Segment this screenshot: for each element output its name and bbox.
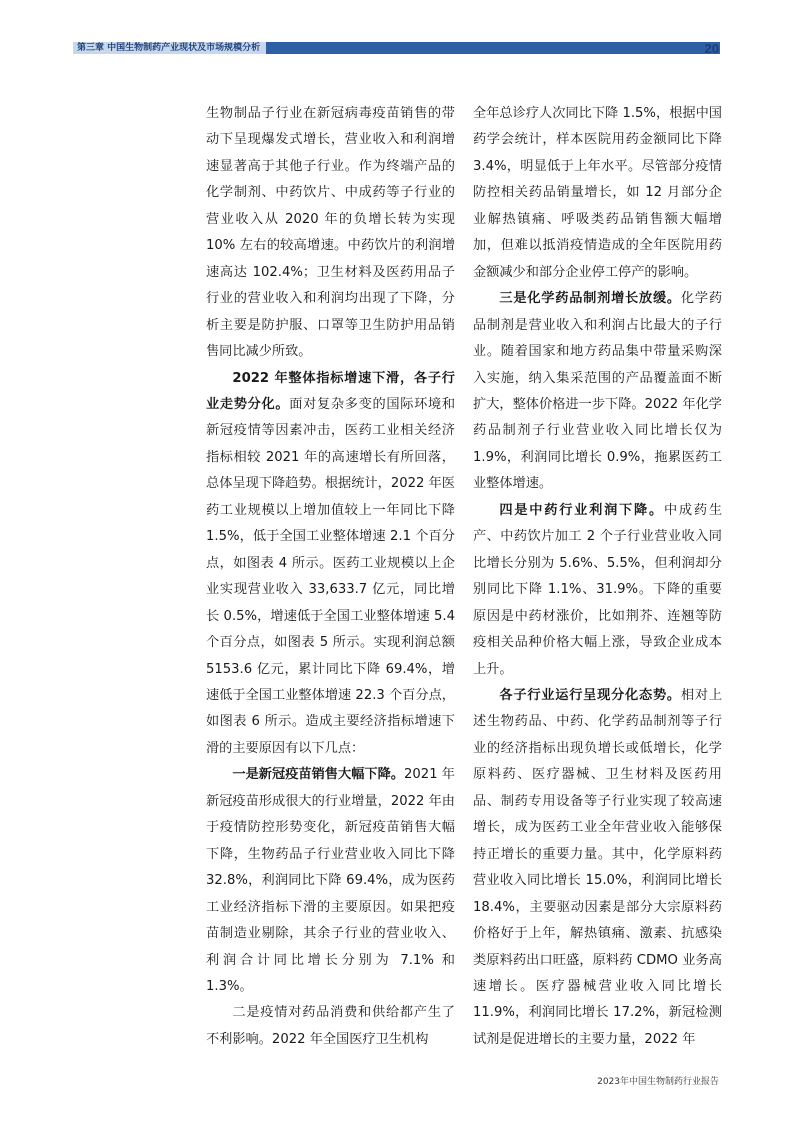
- paragraph: 二是疫情对药品消费和供给都产生了不利影响。2022 年全国医疗卫生机构: [206, 1005, 455, 1047]
- paragraph: 全年总诊疗人次同比下降 1.5%，根据中国药学会统计，样本医院用药金额同比下降 3.4%，明显低于上年水平。尽管部分疫情防控相关药品销量增长，如 12 月部分企业解热镇痛、呼吸类药品销售额大幅增加，但难以抵消疫情造成的全年医院用药金额减少和部分企业停工停产的影响。: [473, 106, 722, 280]
- paragraph-body: 相对上述生物药品、中药、化学药品制剂等子行业的经济指标出现负增长或低增长，化学原料药、医疗器械、卫生材料及医药用品、制药专用设备等子行业实现了较高速增长，成为医药工业全年营业收入能够保持正增长的重要力量。其中，化学原料药营业收入同比增长 15.0%，利润同比增长 18.4%，主要驱动因素是部分大宗原料药价格好于上年，解热镇痛、激素、抗感染类原料药出口旺盛，原料药 CDMO 业务高速增长。医疗器械营业收入同比增长 11.9%，利润同比增长 17.2%，新冠检测试剂是促进增长的主要力量，2022 年: [473, 687, 723, 1047]
- chapter-header-bar: [73, 42, 720, 54]
- paragraph-body: 2021 年新冠疫苗形成很大的行业增量，2022 年由于疫情防控形势变化，新冠疫苗销售大幅下降，生物药品子行业营业收入同比下降 32.8%，利润同比下降 69.4%，成为医药工业经济指标下滑的主要原因。如果把疫苗制造业剔除，其余子行业的营业收入、利润合计同比增长分别为 7.1% 和 1.3%。: [206, 767, 455, 994]
- paragraph-body: 中成药生产、中药饮片加工 2 个子行业营业收入同比增长分别为 5.6%、5.5%，但利润却分别同比下降 1.1%、31.9%。下降的重要原因是中药材涨价，比如荆芥、连翘等防疫相关品种价格大幅上涨，导致企业成本上升。: [473, 502, 723, 677]
- paragraph: [473, 683, 722, 1053]
- page-number: 20: [704, 41, 719, 56]
- footer-report-title: 2023年中国生物制药行业报告: [597, 1077, 719, 1087]
- paragraph: [473, 498, 722, 683]
- paragraph-lead: 各子行业运行呈现分化态势。: [499, 687, 681, 703]
- paragraph-lead: 四是中药行业利润下降。: [499, 502, 664, 518]
- paragraph: 生物制品子行业在新冠病毒疫苗销售的带动下呈现爆发式增长，营业收入和利润增速显著高于其他子行业。作为终端产品的化学制剂、中药饮片、中成药等子行业的营业收入从 2020 年的负增长转为实现 10% 左右的较高增速。中药饮片的利润增速高达 102.4%；卫生材料及医药用品子行业的营业收入和利润均出现了下降，分析主要是防护服、口罩等卫生防护用品销售同比减少所致。: [206, 106, 455, 360]
- paragraph: [473, 286, 722, 498]
- paragraph-lead: 三是化学药品制剂增长放缓。: [499, 291, 681, 307]
- paragraph-body: 面对复杂多变的国际环境和新冠疫情等因素冲击，医药工业相关经济指标相较 2021 年的高速增长有所回落，总体呈现下降趋势。根据统计，2022 年医药工业规模以上增加值较上一年同比下降 1.5%，低于全国工业整体增速 2.1 个百分点，如图表 4 所示。医药工业规模以上企业实现营业收入 33,633.7 亿元，同比增长 0.5%，增速低于全国工业整体增速 5.4 个百分点，如图表 5 所示。实现利润总额 5153.6 亿元，累计同比下降 69.4%，增速低于全国工业整体增速 22.3 个百分点，如图表 6 所示。造成主要经济指标增速下滑的主要原因有以下几点：: [206, 396, 456, 756]
- paragraph: [206, 762, 455, 1000]
- paragraph-body: 化学药品制剂是营业收入和利润占比最大的子行业。随着国家和地方药品集中带量采购深入实施，纳入集采范围的产品覆盖面不断扩大，整体价格进一步下降。2022 年化学药品制剂子行业营业收入同比增长仅为 1.9%，利润同比增长 0.9%，拖累医药工业整体增速。: [473, 291, 723, 492]
- paragraph-lead: 一是新冠疫苗销售大幅下降。: [232, 767, 405, 783]
- left-column: [206, 101, 455, 1053]
- right-column: [473, 101, 722, 1053]
- paragraph: [206, 366, 455, 763]
- paragraph-lead: 2022 年整体指标增速下滑，各子行业走势分化。: [206, 370, 455, 412]
- chapter-title: 第三章 中国生物制药产业现状及市场规模分析: [73, 42, 266, 54]
